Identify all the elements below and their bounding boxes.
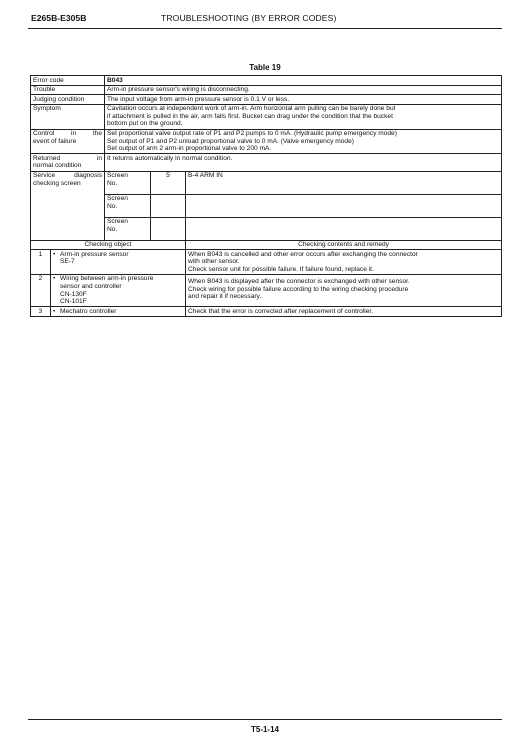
control-value <box>105 129 502 154</box>
error-code-value: B043 <box>105 76 502 86</box>
page-number: T5-1-14 <box>250 725 279 734</box>
screen-no-value: 5 <box>151 171 186 194</box>
service-label <box>31 171 105 240</box>
symptom-line: bottom put on the ground. <box>107 120 183 128</box>
page-header <box>27 13 503 27</box>
service-label-line: checking screen <box>33 179 81 187</box>
row-service-screen-1 <box>31 171 502 194</box>
check-remedy <box>186 250 502 275</box>
symptom-line: if attachment is pulled in the air, arm falls first. Bucket can drag under the condition that the bucket <box>107 112 393 120</box>
screen-no-label <box>105 171 151 194</box>
service-label-line: Service diagnosis <box>33 172 103 180</box>
check-object-line: CN-101F <box>60 298 87 306</box>
model-label: E265B-E305B <box>31 13 87 23</box>
error-code-table <box>30 75 502 317</box>
check-remedy-line: and repair it if necessary.. <box>188 293 264 301</box>
check-number: 1 <box>31 250 51 275</box>
returned-label <box>31 154 105 171</box>
row-control <box>31 129 502 154</box>
trouble-value: Arm-in pressure sensor's wiring is disconnecting. <box>105 85 502 95</box>
check-object-line: CN-130F <box>60 290 87 298</box>
check-object-line: Mechatro controller <box>60 307 117 315</box>
control-label-line: Control in the <box>33 130 103 138</box>
check-object <box>51 250 186 275</box>
screen-label-line: Screen <box>107 195 128 203</box>
symptom-label: Symptom <box>31 104 105 129</box>
section-title: TROUBLESHOOTING (BY ERROR CODES) <box>161 13 337 23</box>
screen-no-label <box>105 217 151 240</box>
check-row-2 <box>31 274 502 306</box>
check-number: 2 <box>31 274 51 306</box>
row-error-code <box>31 76 502 86</box>
check-number: 3 <box>31 307 51 317</box>
control-line: Set output of arm 2 arm-in proportional valve to 200 mA. <box>107 145 272 153</box>
checking-object-header: Checking object <box>31 240 186 250</box>
screen-no-label <box>105 194 151 217</box>
bullet-icon: • <box>53 250 56 258</box>
screen-label-line: No. <box>107 179 118 187</box>
header-rule <box>28 28 502 29</box>
screen-label-line: No. <box>107 225 118 233</box>
check-remedy-line: with other sensor. <box>188 258 240 266</box>
screen-item <box>186 217 502 240</box>
screen-item <box>186 194 502 217</box>
returned-label-line: normal condition <box>33 162 82 170</box>
check-remedy-line: Check sensor unit for possible failure. If failure found, replace it. <box>188 265 374 273</box>
check-object-line: sensor and controller <box>60 283 122 290</box>
bullet-icon: • <box>53 275 56 283</box>
row-returned <box>31 154 502 171</box>
row-trouble <box>31 85 502 95</box>
screen-no-value <box>151 217 186 240</box>
check-object-line: SE-7 <box>60 258 75 266</box>
symptom-line: Cavitation occurs at independent work of arm-in. Arm horizontal arm pulling can be barely done but <box>107 105 396 113</box>
judging-value: The input voltage from arm-in pressure sensor is 0.1 V or less. <box>105 95 502 105</box>
screen-label-line: No. <box>107 202 118 210</box>
screen-label-line: Screen <box>107 172 128 180</box>
check-object <box>51 307 186 317</box>
check-row-1 <box>31 250 502 275</box>
check-remedy-line: When B043 is displayed after the connector is exchanged with other sensor. <box>188 277 410 285</box>
returned-value: It returns automatically in normal condition. <box>105 154 502 171</box>
symptom-value <box>105 104 502 129</box>
checking-contents-header: Checking contents and remedy <box>186 240 502 250</box>
control-label-line: event of failure <box>33 137 77 145</box>
check-object-line: Wiring between arm-in pressure <box>60 275 154 283</box>
control-line: Set proportional valve output rate of P1 and P2 pumps to 0 mA. (Hydraulic pump emergency mode) <box>107 130 397 138</box>
trouble-label: Trouble <box>31 85 105 95</box>
row-check-header <box>31 240 502 250</box>
control-line: Set output of P1 and P2 unload proportional valve to 0 mA. (Valve emergency mode) <box>107 137 354 145</box>
check-remedy <box>186 307 502 317</box>
check-remedy <box>186 274 502 306</box>
check-remedy-line: Check that the error is corrected after replacement of controller. <box>188 307 374 315</box>
footer-rule <box>28 719 502 720</box>
bullet-icon: • <box>53 307 56 315</box>
returned-label-line: Returned in <box>33 154 103 162</box>
error-code-label: Error code <box>31 76 105 86</box>
check-remedy-line: When B043 is cancelled and other error occurs after exchanging the connector <box>188 250 418 258</box>
screen-label-line: Screen <box>107 218 128 226</box>
check-row-3 <box>31 307 502 317</box>
screen-item: B-4 ARM IN <box>186 171 502 194</box>
screen-no-value <box>151 194 186 217</box>
judging-label: Judging condition <box>31 95 105 105</box>
control-label <box>31 129 105 154</box>
check-remedy-line: Check wiring for possible failure according to the wiring checking procedure <box>188 285 409 293</box>
check-object <box>51 274 186 306</box>
row-judging <box>31 95 502 105</box>
row-symptom <box>31 104 502 129</box>
check-object-line: Arm-in pressure sensor <box>60 250 129 258</box>
table-caption: Table 19 <box>249 63 281 72</box>
